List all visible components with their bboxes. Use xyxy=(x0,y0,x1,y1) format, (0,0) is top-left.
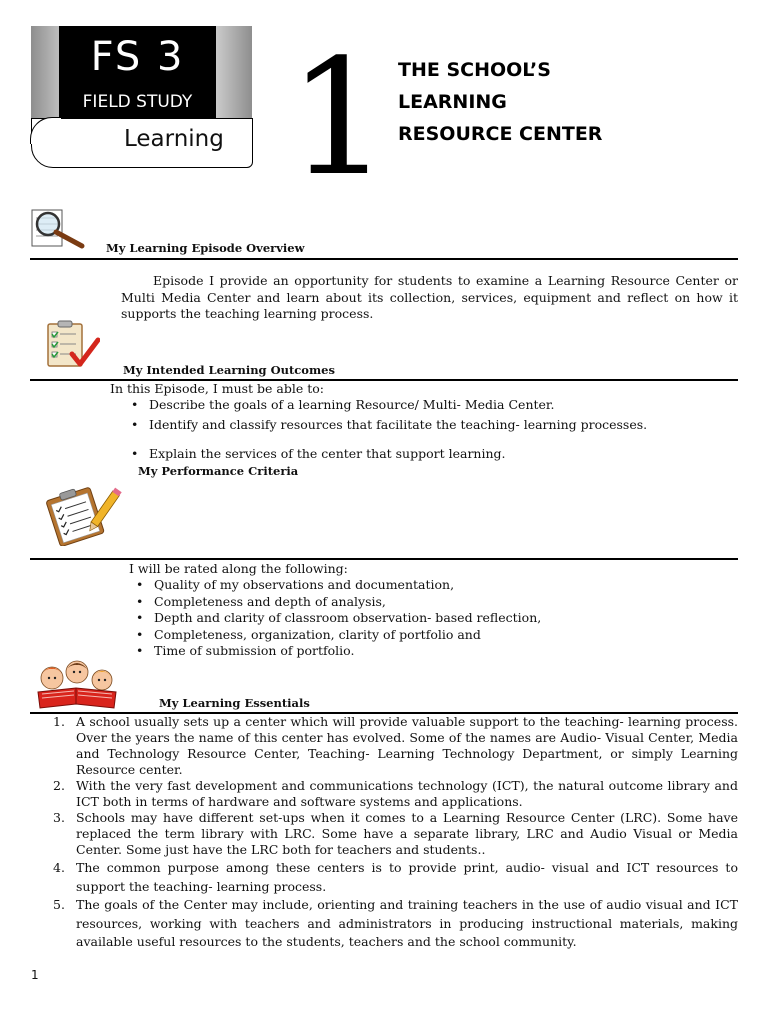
list-item: 1. A school usually sets up a center which will provide valuable support to the teaching- learning process. Over the years the name of this center has evolved. Some of the names are Audio- Visual Center, Media and Technology Resource Center, Teaching- Learning Technology Department, or simply Learning Resource center. xyxy=(53,714,738,777)
list-item: 3. Schools may have different set-ups when it comes to a Learning Resource Center (LRC). Some have replaced the term library with LRC. Some have a separate library, LRC and Audio Visual or Media Center. Some just have the LRC both for teachers and students.. xyxy=(53,810,738,857)
overview-heading: My Learning Episode Overview xyxy=(106,241,305,255)
overview-text: Episode I provide an opportunity for students to examine a Learning Resource Center or Multi Media Center and learn about its collection, services, equipment and reflect on how it supports the teaching learning process. xyxy=(121,273,738,321)
outcomes-intro: In this Episode, I must be able to: xyxy=(110,381,325,396)
list-item: • Quality of my observations and documentation, xyxy=(134,577,734,594)
children-reading-icon xyxy=(30,658,124,710)
criteria-divider xyxy=(30,558,738,560)
list-item: • Completeness and depth of analysis, xyxy=(134,594,734,611)
magnifier-document-icon xyxy=(30,208,86,250)
checklist-icon xyxy=(42,320,100,370)
criteria-list xyxy=(134,577,734,660)
list-item: 5. The goals of the Center may include, orienting and training teachers in the use of audio visual and ICT resources, working with teachers and administrators in producing instructional materials, making available useful resources to the students, teachers and the school community. xyxy=(53,897,738,949)
badge-subtitle: FIELD STUDY xyxy=(82,92,193,112)
criteria-heading: My Performance Criteria xyxy=(138,464,299,478)
page-title-line-3: RESOURCE CENTER xyxy=(398,123,603,145)
list-item: • Time of submission of portfolio. xyxy=(134,643,734,660)
list-item: • Depth and clarity of classroom observation- based reflection, xyxy=(134,610,734,627)
list-item: 2. With the very fast development and communications technology (ICT), the natural outcome library and ICT both in terms of hardware and software systems and applications. xyxy=(53,778,738,809)
page-title xyxy=(398,54,602,150)
list-item: • Identify and classify resources that facilitate the teaching- learning processes. xyxy=(129,417,729,434)
outcomes-list xyxy=(129,397,729,463)
criteria-intro: I will be rated along the following: xyxy=(129,561,348,576)
list-item: • Explain the services of the center that support learning. xyxy=(129,446,729,463)
essentials-list xyxy=(50,714,738,952)
page-title-line-1: THE SCHOOL’S xyxy=(398,59,551,81)
badge-code: FS 3 xyxy=(90,34,185,80)
badge-tag: Learning xyxy=(124,126,224,152)
outcomes-heading: My Intended Learning Outcomes xyxy=(123,363,335,377)
overview-divider xyxy=(30,258,738,260)
page-title-line-2: LEARNING xyxy=(398,91,507,113)
page-number: 1 xyxy=(31,968,39,982)
list-item: 4. The common purpose among these centers is to provide print, audio- visual and ICT resources to support the teaching- learning process. xyxy=(53,860,738,894)
episode-number: 1 xyxy=(288,24,390,211)
essentials-heading: My Learning Essentials xyxy=(159,696,310,710)
list-item: • Completeness, organization, clarity of portfolio and xyxy=(134,627,734,644)
clipboard-pencil-icon xyxy=(38,484,124,546)
list-item: • Describe the goals of a learning Resource/ Multi- Media Center. xyxy=(129,397,729,414)
